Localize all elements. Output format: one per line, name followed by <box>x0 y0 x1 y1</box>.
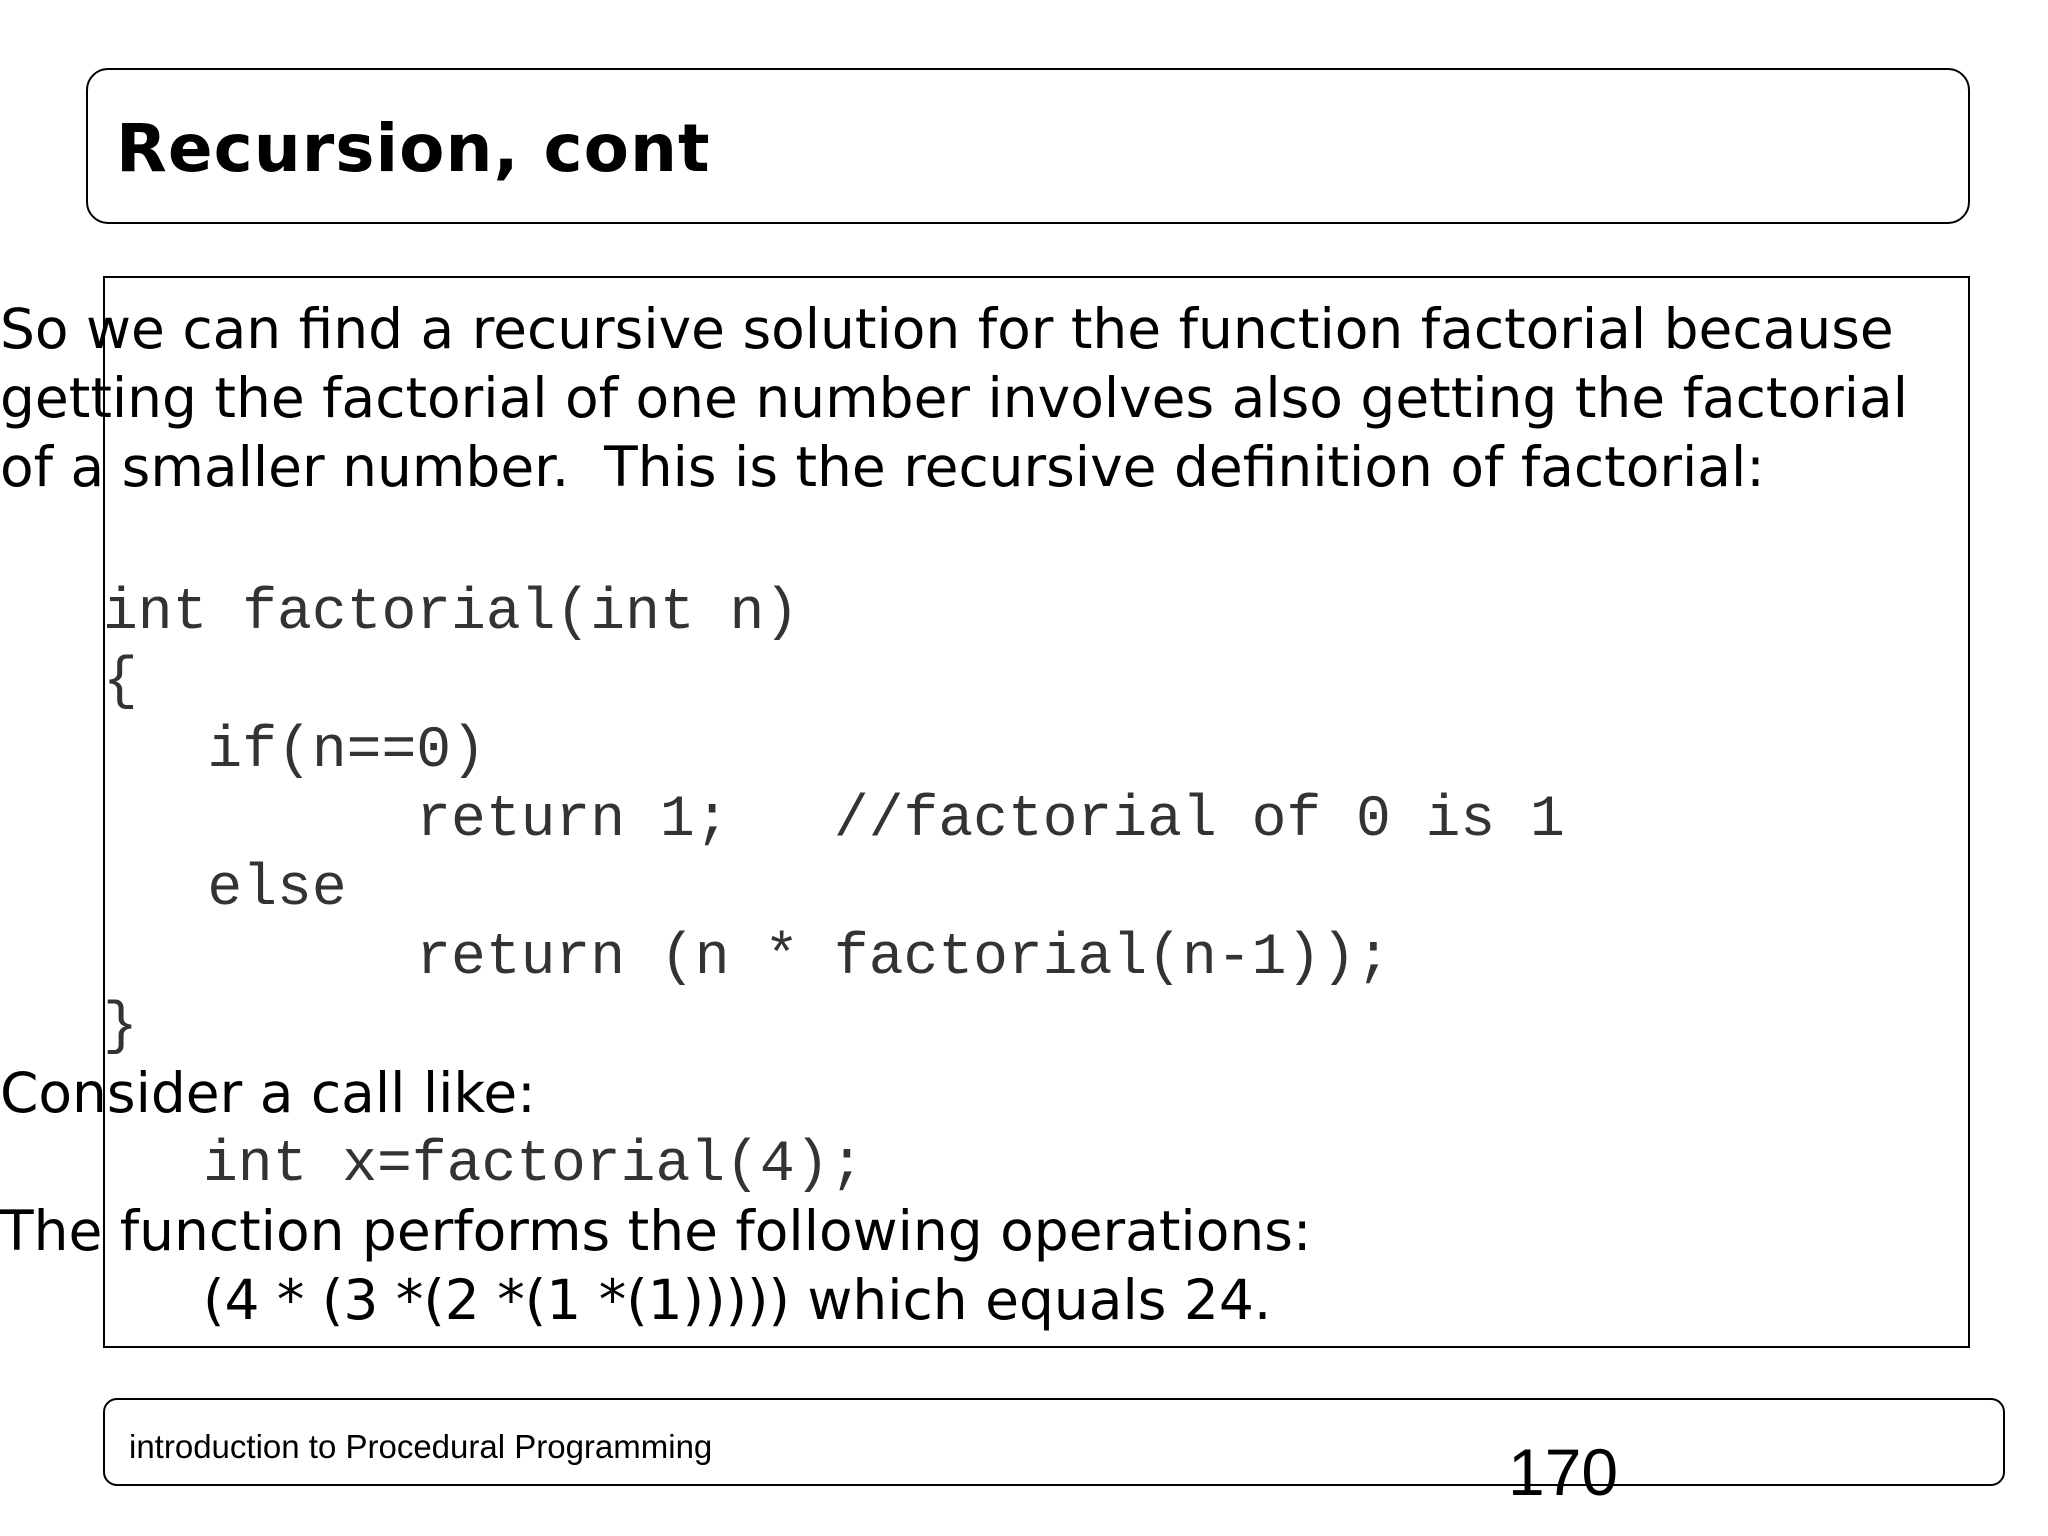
code-line-3: if(n==0) <box>103 719 486 784</box>
code-line-4: return 1; //factorial of 0 is 1 <box>103 788 1565 853</box>
intro-line-1: So we can find a recursive solution for the function factorial because <box>0 297 1894 361</box>
consider-label: Consider a call like: <box>0 1061 536 1125</box>
call-example: int x=factorial(4); <box>203 1133 865 1198</box>
code-line-1: int factorial(int n) <box>103 581 800 646</box>
page-number: 170 <box>1508 1435 1619 1509</box>
footer-course-title: introduction to Procedural Programming <box>129 1428 713 1465</box>
intro-line-3: of a smaller number. This is the recursive definition of factorial: <box>0 435 1765 499</box>
code-line-6: return (n * factorial(n-1)); <box>103 926 1391 991</box>
title-box <box>86 68 1970 224</box>
intro-line-2: getting the factorial of one number involves also getting the factorial <box>0 366 1908 430</box>
code-line-7: } <box>103 995 138 1060</box>
operations-label: The function performs the following operations: <box>0 1199 1312 1263</box>
footer-box <box>103 1398 2005 1486</box>
code-line-2: { <box>103 650 138 715</box>
operations-result: (4 * (3 *(2 *(1 *(1))))) which equals 24. <box>203 1268 1272 1332</box>
code-line-5: else <box>103 857 347 922</box>
slide-title: Recursion, cont <box>116 110 711 187</box>
